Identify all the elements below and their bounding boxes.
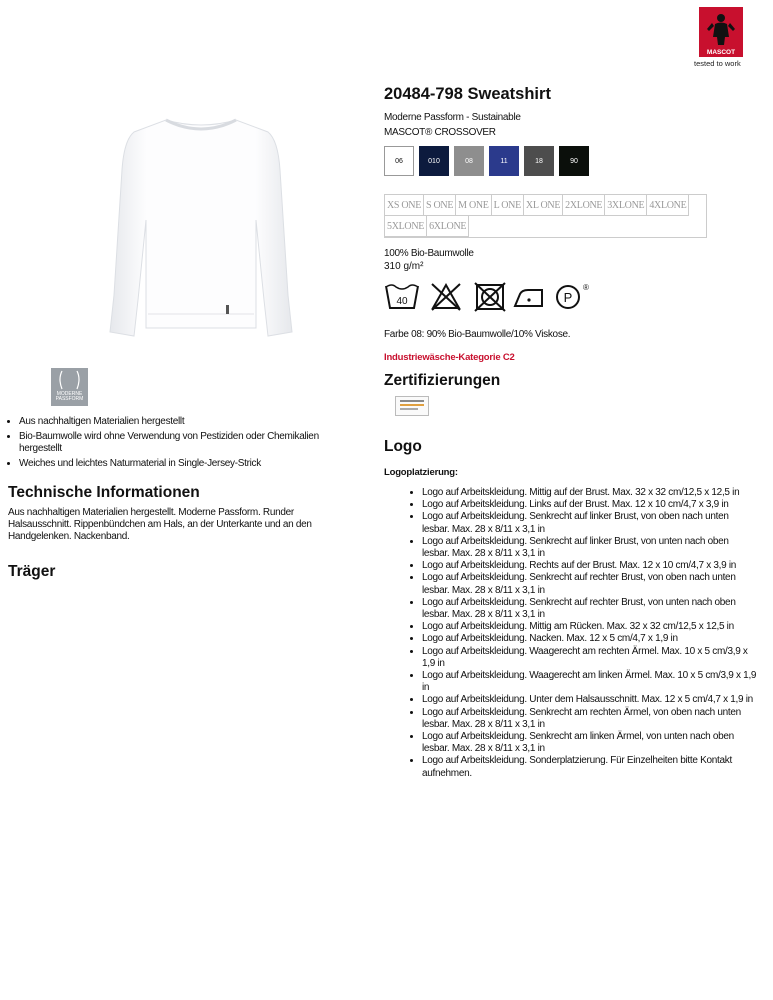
list-item: • Logo auf Arbeitskleidung. Senkrecht auf linker Brust, von oben nach unten lesbar. Max. 28 x 8/11 x 3,1 in bbox=[422, 511, 757, 535]
size-option[interactable]: 2XLONE bbox=[563, 195, 605, 216]
list-item: • Logo auf Arbeitskleidung. Sonderplatzierung. Für Einzelheiten bitte Kontakt aufnehmen. bbox=[422, 755, 757, 779]
svg-text:®: ® bbox=[583, 283, 589, 292]
product-title: 20484-798 Sweatshirt bbox=[384, 85, 551, 103]
list-item: • Logo auf Arbeitskleidung. Links auf der Brust. Max. 12 x 10 cm/4,7 x 3,9 in bbox=[422, 499, 757, 511]
color-swatch[interactable]: 08 bbox=[454, 146, 484, 176]
list-item: • Logo auf Arbeitskleidung. Senkrecht auf rechter Brust, von unten nach oben lesbar. Max. 28 x 8/11 x 3,1 in bbox=[422, 597, 757, 621]
brand-logo bbox=[699, 7, 743, 57]
size-grid bbox=[384, 194, 707, 238]
list-item: • Logo auf Arbeitskleidung. Unter dem Halsausschnitt. Max. 12 x 5 cm/4,7 x 1,9 in bbox=[422, 694, 757, 706]
size-option[interactable]: XL ONE bbox=[524, 195, 563, 216]
product-subtitle: Moderne Passform - Sustainable bbox=[384, 112, 521, 123]
list-item: • Logo auf Arbeitskleidung. Waagerecht am linken Ärmel. Max. 10 x 5 cm/3,9 x 1,9 in bbox=[422, 670, 757, 694]
logo-placement-list bbox=[411, 487, 757, 780]
size-option[interactable]: 3XLONE bbox=[605, 195, 647, 216]
brand-name: MASCOT bbox=[706, 49, 736, 56]
color-note: Farbe 08: 90% Bio-Baumwolle/10% Viskose. bbox=[384, 329, 571, 340]
size-option[interactable]: XS ONE bbox=[385, 195, 424, 216]
list-item: • Logo auf Arbeitskleidung. Mittig auf der Brust. Max. 32 x 32 cm/12,5 x 12,5 in bbox=[422, 487, 757, 499]
list-item: • Logo auf Arbeitskleidung. Rechts auf der Brust. Max. 12 x 10 cm/4,7 x 3,9 in bbox=[422, 560, 757, 572]
color-swatches bbox=[384, 146, 594, 176]
size-option[interactable]: S ONE bbox=[424, 195, 456, 216]
list-item: • Logo auf Arbeitskleidung. Senkrecht auf rechter Brust, von oben nach unten lesbar. Max. 28 x 8/11 x 3,1 in bbox=[422, 572, 757, 596]
color-swatch[interactable]: 90 bbox=[559, 146, 589, 176]
color-swatch[interactable]: 11 bbox=[489, 146, 519, 176]
size-option[interactable]: 4XLONE bbox=[647, 195, 689, 216]
size-option[interactable]: M ONE bbox=[456, 195, 491, 216]
product-series: MASCOT® CROSSOVER bbox=[384, 127, 496, 138]
list-item: • Logo auf Arbeitskleidung. Mittig am Rücken. Max. 32 x 32 cm/12,5 x 12,5 in bbox=[422, 621, 757, 633]
trager-heading: Träger bbox=[8, 563, 56, 580]
wash-temp: 40 bbox=[396, 296, 408, 307]
list-item: • Logo auf Arbeitskleidung. Senkrecht auf linker Brust, von unten nach oben lesbar. Max. 28 x 8/11 x 3,1 in bbox=[422, 536, 757, 560]
feature-list bbox=[8, 416, 359, 473]
mascot-logo-icon bbox=[699, 7, 743, 57]
list-item: • Logo auf Arbeitskleidung. Senkrecht am linken Ärmel, von unten nach oben lesbar. Max. 28 x 8/11 x 3,1 in bbox=[422, 731, 757, 755]
list-item: • Weiches und leichtes Naturmaterial in Single-Jersey-Strick bbox=[19, 458, 359, 470]
badge-line1: MODERNE bbox=[56, 391, 83, 397]
list-item: • Logo auf Arbeitskleidung. Senkrecht am rechten Ärmel, von oben nach unten lesbar. Max. 28 x 8/11 x 3,1 in bbox=[422, 707, 757, 731]
product-image bbox=[96, 100, 306, 345]
list-item: • Bio-Baumwolle wird ohne Verwendung von Pestiziden oder Chemikalien hergestellt bbox=[19, 431, 359, 455]
list-item: • Logo auf Arbeitskleidung. Nacken. Max. 12 x 5 cm/4,7 x 1,9 in bbox=[422, 633, 757, 645]
professional-clean-p-icon bbox=[557, 283, 589, 308]
material-composition: 100% Bio-Baumwolle bbox=[384, 248, 474, 259]
fit-badge bbox=[51, 368, 88, 406]
no-tumble-dry-icon bbox=[475, 283, 505, 311]
logo-heading: Logo bbox=[384, 438, 422, 455]
material-weight: 310 g/m² bbox=[384, 261, 424, 272]
color-swatch[interactable]: 010 bbox=[419, 146, 449, 176]
certification-logo-icon bbox=[395, 396, 429, 416]
color-swatch[interactable]: 06 bbox=[384, 146, 414, 176]
svg-text:P: P bbox=[563, 290, 573, 305]
size-option[interactable]: 6XLONE bbox=[427, 216, 469, 237]
size-option[interactable]: 5XLONE bbox=[385, 216, 427, 237]
list-item: • Aus nachhaltigen Materialien hergestellt bbox=[19, 416, 359, 428]
certifications-heading: Zertifizierungen bbox=[384, 372, 501, 389]
care-symbols bbox=[384, 282, 594, 317]
badge-line2: PASSFORM bbox=[55, 396, 84, 402]
no-bleach-icon bbox=[432, 284, 460, 310]
tech-text: Aus nachhaltigen Materialien hergestellt. Moderne Passform. Runder Halsausschnitt. Rippenbündchen am Hals, an der Unterkante und an den Handgelenken. Nackenband. bbox=[8, 507, 312, 542]
logo-subheading: Logoplatzierung: bbox=[384, 467, 458, 478]
brand-tagline: tested to work bbox=[694, 59, 741, 68]
iron-low-icon bbox=[515, 290, 542, 306]
industrial-wash-category: Industriewäsche-Kategorie C2 bbox=[384, 352, 515, 363]
tech-heading: Technische Informationen bbox=[8, 484, 200, 501]
color-swatch[interactable]: 18 bbox=[524, 146, 554, 176]
wash-40-icon bbox=[386, 285, 418, 308]
size-option[interactable]: L ONE bbox=[492, 195, 524, 216]
list-item: • Logo auf Arbeitskleidung. Waagerecht am rechten Ärmel. Max. 10 x 5 cm/3,9 x 1,9 in bbox=[422, 646, 757, 670]
